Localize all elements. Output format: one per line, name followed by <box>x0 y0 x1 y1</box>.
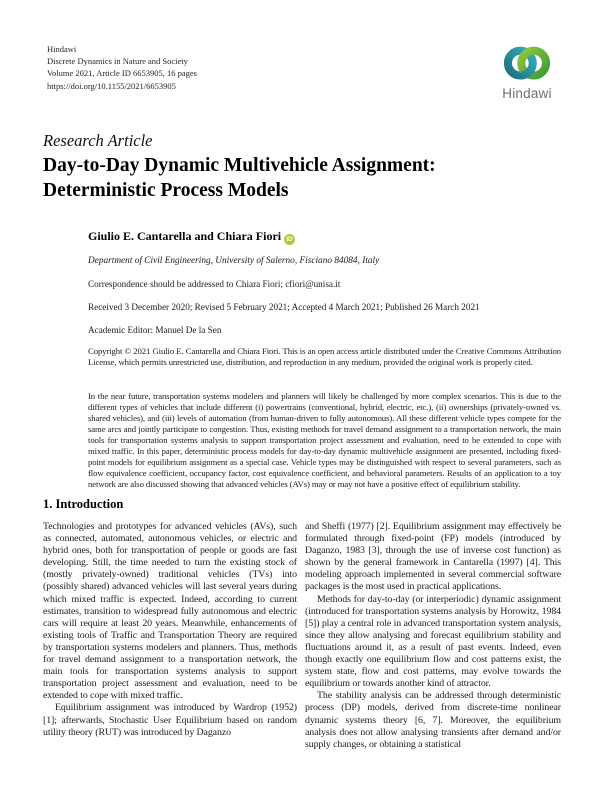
journal-name: Discrete Dynamics in Nature and Society <box>47 56 188 67</box>
hindawi-logo <box>494 45 560 101</box>
academic-editor-line: Academic Editor: Manuel De la Sen <box>88 325 222 335</box>
article-history-line: Received 3 December 2020; Revised 5 February 2021; Accepted 4 March 2021; Published 26 March 2021 <box>88 302 480 312</box>
journal-header <box>47 43 197 92</box>
page-title: Day-to-Day Dynamic Multivehicle Assignment: Deterministic Process Models <box>43 155 436 201</box>
author-names: Giulio E. Cantarella and Chiara Fiori <box>88 229 282 243</box>
article-type-label: Research Article <box>43 131 153 150</box>
hindawi-rings-icon <box>497 45 557 85</box>
hindawi-wordmark: Hindawi <box>502 86 552 101</box>
author-line <box>88 229 295 245</box>
volume-info: Volume 2021, Article ID 6653905, 16 pages <box>47 68 197 79</box>
orcid-icon[interactable]: iD <box>284 234 295 245</box>
copyright-notice: Copyright © 2021 Giulio E. Cantarella and Chiara Fiori. This is an open access article distributed under the Creative Commons Attribution License, which permits unrestricted use, distribution, and reproduction in any medium, provided the original work is properly cited. <box>88 346 561 367</box>
doi-link[interactable]: https://doi.org/10.1155/2021/6653905 <box>47 80 176 91</box>
introduction-heading: 1. Introduction <box>43 497 124 511</box>
intro-column-left <box>43 521 297 739</box>
intro-paragraph: Technologies and prototypes for advanced vehicles (AVs), such as connected, automated, autonomous vehicles, or electric and hybrid ones, both for transportation of people or goods are fast developing. Still, the time needed to turn the existing stock of (mostly privately-owned) traditional vehicles (TVs) into (possibly shared) advanced vehicles will last several years during which mixed traffic is expected. Indeed, according to current estimates, transition to widespread fully autonomous and electric cars will require at least 20 years. Meanwhile, enhancements of existing tools of Traffic and Transportation Theory are required by transportation systems modelers and planners. Thus, methods for travel demand assignment to a transportation network, the main tools for transportation systems analysis to support transportation project assessment and evaluation, need to be extended to cope with mixed traffic. <box>43 521 297 702</box>
intro-paragraph: Methods for day-to-day (or interperiodic) dynamic assignment (introduced for transportation systems analysis by Horowitz, 1984 [5]) play a central role in advanced transportation system analysis, since they allow analysing and forecast equilibrium stability and fluctuations around it, as a result of past events. Indeed, even though exactly one equilibrium flow and cost patterns exist, the system state, flow and cost patterns, may evolve towards the equilibrium or towards another kind of attractor. <box>305 593 561 690</box>
intro-paragraph: and Sheffi (1977) [2]. Equilibrium assignment may effectively be formulated through fixed-point (FP) models (introduced by Daganzo, 1983 [3], through the use of inverse cost function) as shown by the general framework in Cantarella (1997) [4]. This modeling approach implemented in several commercial software packages is the most used in practical applications. <box>305 521 561 593</box>
affiliation-line: Department of Civil Engineering, University of Salerno, Fisciano 84084, Italy <box>88 256 380 266</box>
intro-column-right <box>305 521 561 751</box>
correspondence-line: Correspondence should be addressed to Chiara Fiori; cfiori@unisa.it <box>88 279 341 289</box>
intro-paragraph: Equilibrium assignment was introduced by Wardrop (1952) [1]; afterwards, Stochastic User Equilibrium based on random utility theory (RUT) was introduced by Daganzo <box>43 702 297 738</box>
publisher-name: Hindawi <box>47 44 77 54</box>
abstract-text: In the near future, transportation systems modelers and planners will likely be challenged by more complex scenarios. This is due to the different types of vehicles that include different (i) powertrains (conventional, hybrid, electric, etc.), (ii) ownerships (privately-owned vs. shared vehicles), and (iii) levels of automation (from human-driven to fully autonomous). All these different vehicle types compete for the same arcs and jointly participate to congestion. Thus, existing methods for travel demand assignment to a transportation network, the main tools for transportation systems analysis to support transportation project assessment and evaluation, need to be extended to cope with mixed traffic. In this paper, deterministic process models for day-to-day dynamic multivehicle assignment are presented, including fixed-point models for equilibrium assignment as a special case. Vehicle types may be distinguished with respect to several parameters, such as flow equivalence coefficient, occupancy factor, cost equivalence coefficient, and behavioral parameters. Results of an application to a toy network are also discussed showing that advanced vehicles (AVs) may or may not have a positive effect of equilibrium stability. <box>88 391 561 489</box>
intro-paragraph: The stability analysis can be addressed through deterministic process (DP) models, derived from discrete-time nonlinear dynamic systems theory [6, 7]. Moreover, the equilibrium analysis does not allow analysing transients after demand and/or supply changes, or obtaining a statistical <box>305 690 561 750</box>
